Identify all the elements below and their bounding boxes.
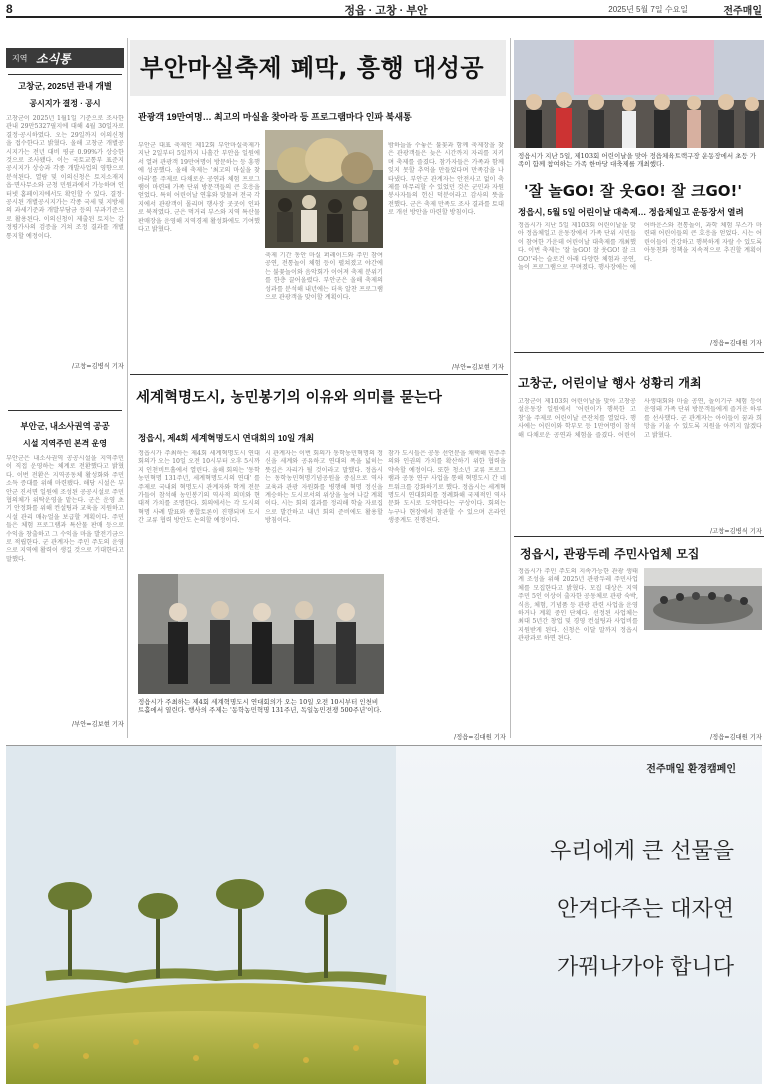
main-subhead: 관광객 19만여명… 최고의 마실을 찾아라 등 프로그램마다 인파 북새통: [138, 112, 412, 122]
revolution-caption: 정읍시가 주최하는 제4회 세계혁명도시 연대회의가 오는 10일 오전 10시부터 인천비트홀에서 열린다. 행사의 주제는 '동학농민혁명 131주년, 독일농민전쟁 500주년'이다.: [138, 698, 382, 715]
revolution-photo: [138, 574, 384, 694]
left-story-2-title2: 시설 지역주민 본격 운영: [23, 439, 107, 448]
left-story-2-byline: /부안=김보현 기자: [72, 721, 124, 728]
revolution-byline: /정읍=김대원 기자: [454, 734, 506, 741]
paper-name: 전주매일: [723, 6, 762, 17]
divider: [130, 374, 508, 375]
revolution-body-a: 정읍시가 주최하는 제4회 세계혁명도시 연대회의가 오는 10일 오전 10시부터 오후 5시까지 인천비트홀에서 열린다. 올해 회의는 '동학농민혁명 131주년, 세계혁명도시의 연대' 를 주제로 국내외 혁명도시 관계자와 학계 전문가들이 참석해 농민봉기의 역사적 의미와 현대적 가치를 조명한다. 회의에서는 각 도시의 혁명 사례 발표와 종합토론이 진행되며 도시 간 교류 협력 방안도 논의할 예정이다.: [138, 450, 260, 525]
revolution-body-c: 참가 도시들은 공동 선언문을 채택해 민주주의와 인권의 가치를 확산하기 위한 협력을 약속할 예정이다. 또한 청소년 교류 프로그램과 공동 연구 사업을 통해 혁명도시 간 네트워크를 강화하기로 했다. 정읍시는 세계혁명도시 연대회의를 정례화해 국제적인 역사 문화 도시로 도약한다는 구상이다. 회의는 누구나 현장에서 참관할 수 있으며 온라인 생중계도 진행된다.: [388, 450, 506, 525]
tourism-byline: /정읍=김대원 기자: [710, 734, 762, 741]
childrens-day-body: 정읍시가 지난 5일 제103회 어린이날을 맞아 정읍체일고 운동장에서 가족 단위 시민들이 참여한 가운데 어린이날 대축제를 개최했다. 이번 축제는 '잘 놀GO! 잘 웃GO! 잘 크GO!'라는 슬로건 아래 다양한 체험과 공연, 놀이 프로그램으로 꾸며졌다. 행사장에는 에어바운스와 전통놀이, 과학 체험 부스가 마련돼 어린이들의 큰 호응을 얻었다. 시는 어린이들이 건강하고 행복하게 자랄 수 있도록 아동친화 정책을 지속적으로 추진할 계획이다.: [518, 222, 762, 272]
childrens-day-photo: [514, 40, 764, 148]
childrens-day-headline: '잘 놀GO! 잘 웃GO! 잘 크GO!': [524, 182, 742, 200]
left-story-2-body: 부안군은 내소사권역 공공시설을 지역주민이 직접 운영하는 체계로 전환했다고 밝혔다. 이번 전환은 지역공동체 활성화와 주민소득 증대를 위해 마련됐다. 해당 시설은 부안군 진서면 일원에 조성된 공공시설로 주민협의체가 위탁운영을 맡는다. 군은 운영 초기 안정화를 위해 컨설팅과 교육을 지원하고 시설 관리 매뉴얼을 보급할 계획이다. 주민들은 체험 프로그램과 특산물 판매 등으로 수익을 창출하고 그 수익을 마을 발전기금으로 적립한다. 군 관계자는 주민 주도의 운영으로 지역에 활력이 생길 것으로 기대한다고 말했다.: [6, 455, 124, 563]
column-rule: [127, 38, 128, 738]
divider: [514, 352, 764, 353]
gochang-event-headline: 고창군, 어린이날 행사 성황리 개최: [518, 376, 702, 390]
revolution-headline: 세계혁명도시, 농민봉기의 이유와 의미를 묻는다: [136, 390, 442, 406]
left-story-2-title: 부안군, 내소사권역 공공: [20, 421, 110, 431]
left-story-2: [6, 420, 124, 728]
childrens-day-subhead: 정읍시, 5월 5일 어린이날 대축제… 정읍체일고 운동장서 열려: [518, 207, 744, 217]
ad-line-3: 가꿔나가야 합니다: [556, 955, 734, 980]
revolution-body-b: 시 관계자는 이번 회의가 동학농민혁명의 정신을 세계와 공유하고 연대의 폭을 넓히는 뜻깊은 자리가 될 것이라고 말했다. 정읍시는 동학농민혁명기념공원을 중심으로 역사 교육과 관광 자원화를 병행해 혁명 정신을 계승하는 도시로서의 위상을 높여 나갈 계획이다. 시는 회의 결과를 정리해 학술 자료집으로 발간하고 내년 회의 준비에도 활용할 방침이다.: [265, 450, 383, 525]
publication-date: 2025년 5월 7일 수요일: [608, 5, 688, 14]
divider: [514, 536, 764, 537]
left-story-1-title: 고창군, 2025년 관내 개별: [17, 81, 113, 91]
main-headline-box: [130, 40, 506, 96]
childrens-day-caption: 정읍시가 지난 5일, 제103회 어린이날을 맞아 정읍체육트랙구장 운동장에서 초등 가족이 함께 참여하는 가족 한마당 대축제를 개최했다.: [518, 152, 757, 169]
tourism-photo: [644, 568, 762, 630]
page-number: 8: [6, 2, 13, 16]
main-body-a: 부안군 대표 축제인 제12회 부안마실축제가 지난 2일부터 5일까지 나흘간 부안읍 일원에서 열려 관광객 19만여명이 방문하는 등 흥행에 성공했다. 올해 축제는 '최고의 마실을 찾아라'를 주제로 다채로운 공연과 체험 프로그램이 마련돼 가족 단위 방문객들의 큰 호응을 얻었다. 특히 어린이날 연휴와 맞물려 전국 각지에서 관광객이 몰리며 행사장 곳곳이 인파로 북적였다. 군은 먹거리 부스와 지역 특산물 판매장을 운영해 지역경제 활성화에도 기여했다고 밝혔다.: [138, 142, 260, 234]
environment-campaign-ad: [6, 745, 762, 1084]
left-story-1-body: 고창군이 2025년 1월1일 기준으로 조사한 관내 29만5327필지에 대해 4월 30일자로 결정·공시하였다. 오는 29일까지 이의신청을 접수한다고 밝혔다. 올해 고창군 개별공시지가는 전년 대비 평균 0.99%가 상승한 것으로 조사됐다. 이는 국토교통부 표준지 공시지가 상승과 각종 개발사업의 영향으로 분석된다. 열람 및 이의신청은 토지소재지 읍·면사무소와 군청 민원과에서 가능하며 인터넷 홈페이지에서도 확인할 수 있다. 결정·공시된 개별공시지가는 각종 국세 및 지방세의 과세기준과 개발부담금 등의 부과기준으로 활용된다. 이의신청이 제출된 토지는 감정평가사의 검증을 거쳐 조정 결과를 개별 통지할 예정이다.: [6, 115, 124, 240]
left-story-1-title2: 공시지가 결정 · 공시: [29, 99, 101, 108]
revolution-subhead: 정읍시, 제4회 세계혁명도시 연대회의 10일 개최: [138, 433, 315, 443]
tourism-headline: 정읍시, 관광두레 주민사업체 모집: [520, 547, 700, 561]
left-story-1-byline: /고창=김병식 기자: [72, 363, 124, 370]
column-tag-small: 지역: [12, 54, 28, 63]
column-rule: [510, 38, 511, 738]
divider: [8, 74, 122, 75]
childrens-day-byline: /정읍=김대원 기자: [710, 340, 762, 347]
gochang-event-byline: /고창=김병식 기자: [710, 528, 762, 535]
column-tag: [6, 48, 124, 68]
ad-line-2: 안겨다주는 대자연: [556, 897, 734, 922]
main-body-c: 밤하늘을 수놓은 불꽃과 함께 축제장을 찾은 관광객들은 늦은 시간까지 자리를 지키며 축제를 즐겼다. 참가자들은 가족과 함께 잊지 못할 추억을 만들었다며 만족감을 나타냈다. 부안군 관계자는 안전사고 없이 축제를 마무리할 수 있었던 것은 군민과 자원봉사자들의 헌신 덕분이라고 감사의 뜻을 전했다. 군은 축제 만족도 조사 결과를 토대로 개선 방안을 마련할 방침이다.: [388, 142, 504, 217]
main-headline: 부안마실축제 폐막, 흥행 대성공: [140, 54, 485, 82]
column-tag-big: 소식통: [36, 52, 71, 66]
ad-line-1: 우리에게 큰 선물을: [549, 839, 734, 864]
ad-title: 전주매일 환경캠페인: [646, 764, 736, 775]
tourism-body: 정읍시가 주민 주도의 지속가능한 관광 생태계 조성을 위해 2025년 관광두레 주민사업체를 모집한다고 밝혔다. 모집 대상은 지역 주민 5인 이상이 출자한 공동체로 관광 숙박, 식음, 체험, 기념품 등 관광 관련 사업을 운영하거나 계획 중인 단체다. 선정된 사업체는 최대 5년간 창업 및 경영 컨설팅과 사업비를 지원받게 된다. 신청은 이달 말까지 정읍시 관광과로 하면 된다.: [518, 568, 638, 643]
section-title: 정읍 · 고창 · 부안: [344, 5, 428, 17]
main-body-b: 축제 기간 동안 마실 퍼레이드와 주민 참여 공연, 전통놀이 체험 등이 펼쳐졌고 야간에는 불꽃놀이와 음악회가 이어져 축제 분위기를 한층 끌어올렸다. 부안군은 올해 축제의 성과를 분석해 내년에는 더욱 알찬 프로그램으로 관광객을 맞이할 계획이다.: [265, 252, 383, 302]
page-header: [6, 2, 762, 18]
divider: [8, 410, 122, 411]
gochang-event-body: 고창군이 제103회 어린이날을 맞아 고창공설운동장 일원에서 '어린이가 행복한 고창'을 주제로 어린이날 큰잔치를 열었다. 행사에는 어린이와 학부모 등 1만여명이 참석해 다채로운 공연과 체험을 즐겼다. 어린이 사생대회와 마술 공연, 놀이기구 체험 등이 운영돼 가족 단위 방문객들에게 즐거운 하루를 선사했다. 군 관계자는 아이들이 꿈과 희망을 키울 수 있도록 지원을 아끼지 않겠다고 밝혔다.: [518, 398, 762, 439]
festival-photo: [265, 130, 383, 248]
main-byline: /부안=김보현 기자: [452, 364, 504, 371]
left-story-1: [6, 80, 124, 370]
